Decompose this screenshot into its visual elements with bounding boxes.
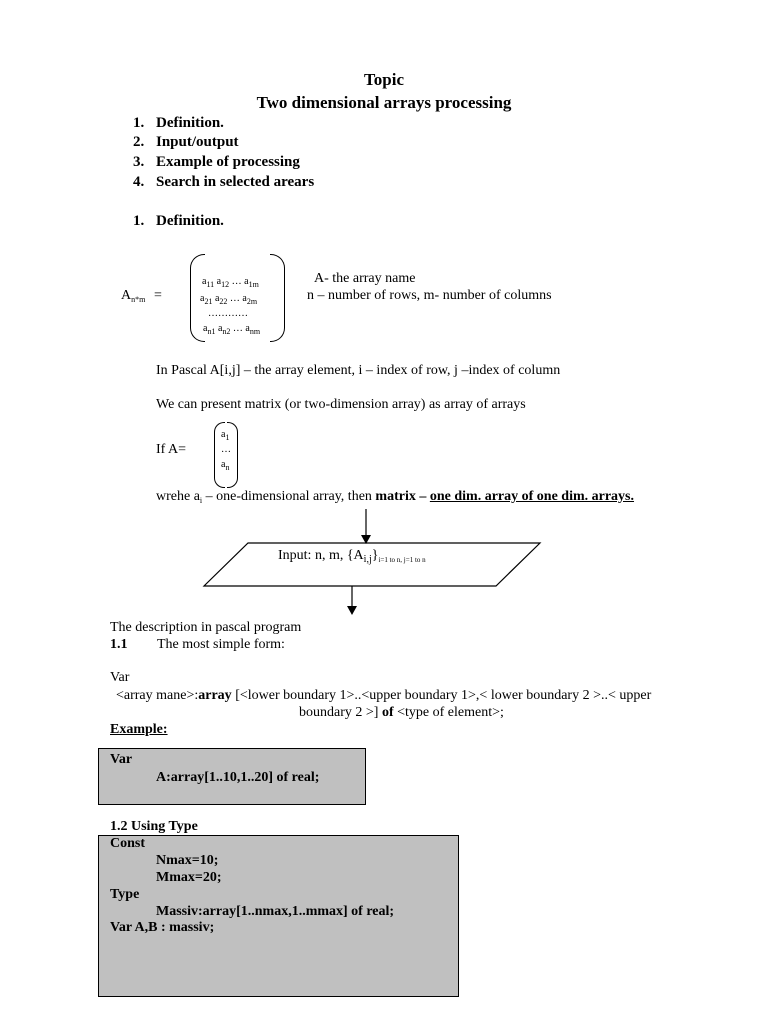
toc-num: 1. bbox=[133, 115, 145, 131]
arrow-down-icon bbox=[347, 586, 357, 615]
subsection-title: The most simple form: bbox=[157, 637, 285, 652]
toc-num: 3. bbox=[133, 154, 145, 170]
matrix-row-1: $a_{11}$ $a_{12}$ … $a_{1m}$ bbox=[202, 276, 259, 289]
syntax-line-1: <array mane>:array [<lower boundary 1>..<upper boundary 1>,< lower boundary 2 >..< upper bbox=[116, 688, 652, 703]
if-a-label: If A= bbox=[156, 442, 187, 457]
code-block-1 bbox=[98, 748, 366, 805]
code-line: A:array[1..10,1..20] of real; bbox=[156, 770, 320, 785]
toc-num: 2. bbox=[133, 134, 145, 150]
code-line: Var bbox=[110, 752, 133, 767]
code-line: Massiv:array[1..nmax,1..mmax] of real; bbox=[156, 904, 395, 919]
toc-text: Input/output bbox=[156, 134, 239, 150]
toc-text: Search in selected arears bbox=[156, 174, 315, 190]
code-line: Mmax=20; bbox=[156, 870, 222, 885]
code-line: Var A,B : massiv; bbox=[110, 920, 215, 935]
code-line: Nmax=10; bbox=[156, 853, 219, 868]
vector-row-1: $a_1$ bbox=[221, 429, 230, 442]
input-block-text: Input: n, m, $\{A_{i,j}\}_{i=1 to n, j=1 to n}$ bbox=[278, 548, 426, 565]
pascal-note: In Pascal A[i,j] – the array element, i – index of row, j –index of column bbox=[156, 363, 561, 378]
syntax-line-2: boundary 2 >] of <type of element>; bbox=[299, 705, 504, 720]
page-title: Topic bbox=[363, 70, 404, 89]
matrix-desc-dims: n – number of rows, m- number of columns bbox=[307, 288, 552, 303]
section-1-2-heading: 1.2 Using Type bbox=[110, 819, 198, 834]
arrow-down-icon bbox=[361, 509, 371, 544]
description-line: The description in pascal program bbox=[110, 620, 302, 635]
matrix-row-2: $a_{21}$ $a_{22}$ … $a_{2m}$ bbox=[200, 293, 258, 306]
matrix-name: $A_{n*m}$ bbox=[121, 288, 146, 304]
example-label: Example: bbox=[110, 722, 168, 737]
toc-text: Example of processing bbox=[156, 154, 300, 170]
vector-row-2: … bbox=[221, 444, 231, 455]
page-subtitle: Two dimensional arrays processing bbox=[256, 93, 512, 112]
matrix-row-3: ………… bbox=[208, 308, 248, 319]
matrix-desc-name: A- the array name bbox=[314, 271, 416, 286]
vector-row-3: $a_n$ bbox=[221, 459, 230, 472]
code-line: Type bbox=[110, 887, 140, 902]
subsection-number: 1.1 bbox=[110, 637, 128, 652]
toc-num: 4. bbox=[133, 174, 145, 190]
present-note: We can present matrix (or two-dimension array) as array of arrays bbox=[156, 397, 526, 412]
toc-text: Definition. bbox=[156, 115, 224, 131]
section-heading: 1. Definition. bbox=[133, 213, 224, 229]
var-keyword: Var bbox=[110, 670, 130, 685]
matrix-row-4: $a_{n1}$ $a_{n2}$ … $a_{nm}$ bbox=[203, 323, 261, 336]
matrix-definition-line: wrehe $a_i$ – one-dimensional array, then matrix – one dim. array of one dim. arrays. bbox=[156, 489, 635, 505]
code-block-2 bbox=[98, 835, 459, 997]
code-line: Const bbox=[110, 836, 146, 851]
matrix-equals: = bbox=[154, 288, 162, 303]
